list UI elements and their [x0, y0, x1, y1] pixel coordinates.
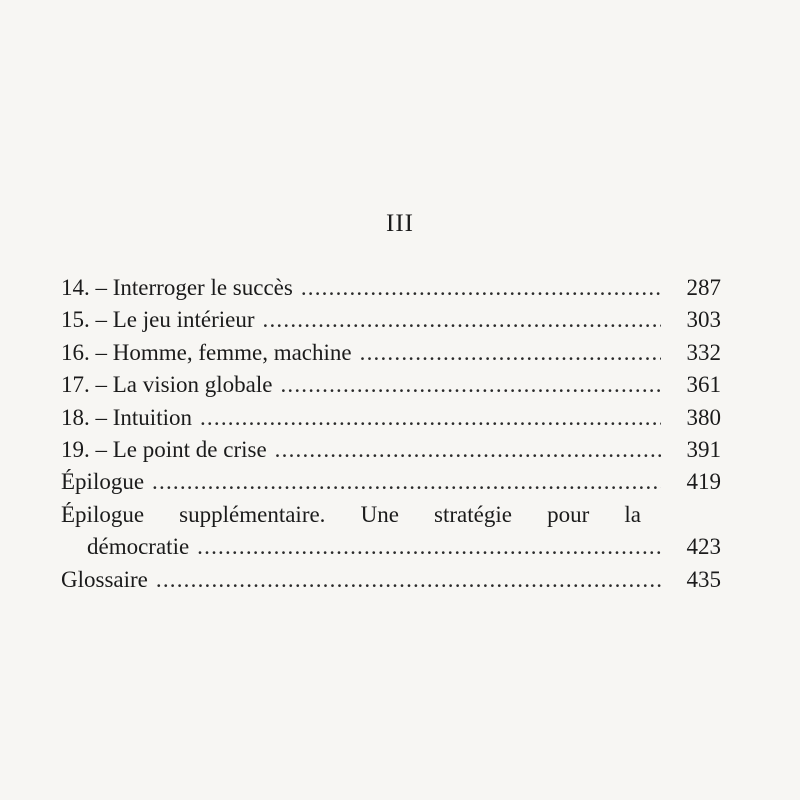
- toc-entry-title: Glossaire: [61, 566, 148, 592]
- toc-entry-page: 419: [686, 469, 721, 495]
- dot-leader: [152, 466, 661, 498]
- toc-entry-title: 15. – Le jeu intérieur: [61, 307, 255, 333]
- toc-entry-page: 380: [686, 404, 721, 430]
- toc-entry: [61, 564, 721, 596]
- toc-entry: [61, 337, 721, 369]
- toc-entry-title: Épilogue: [61, 469, 145, 495]
- toc-entry-title: 17. – La vision globale: [61, 372, 273, 398]
- toc-entry: [61, 466, 721, 498]
- table-of-contents: [61, 272, 721, 596]
- toc-entry: [61, 434, 721, 466]
- toc-entry: [61, 272, 721, 304]
- dot-leader: [275, 434, 661, 466]
- toc-entry: [61, 304, 721, 336]
- toc-entry-page: 287: [686, 275, 721, 300]
- toc-entry-title: 18. – Intuition: [61, 404, 192, 430]
- dot-leader: [200, 402, 661, 434]
- dot-leader: [263, 304, 661, 336]
- toc-entry-page: 435: [686, 566, 721, 592]
- section-heading: III: [386, 210, 414, 237]
- toc-entry: [61, 531, 721, 563]
- dot-leader: [280, 369, 661, 401]
- toc-entry-page: 423: [686, 534, 721, 560]
- toc-entry-line1: Épilogue supplémentaire. Une stratégie pour la: [61, 501, 641, 527]
- toc-entry-page: 391: [686, 436, 721, 462]
- toc-entry: [61, 402, 721, 434]
- toc-entry: [61, 369, 721, 401]
- toc-entry-title: démocratie: [87, 534, 190, 560]
- dot-leader: [156, 564, 661, 596]
- toc-entry-page: 332: [686, 339, 721, 365]
- dot-leader: [197, 531, 661, 563]
- dot-leader: [301, 272, 661, 304]
- toc-entry-title: 16. – Homme, femme, machine: [61, 339, 352, 365]
- toc-entry-page: 361: [686, 372, 721, 398]
- toc-entry-title: 19. – Le point de crise: [61, 436, 267, 462]
- toc-entry-title: 14. – Interroger le succès: [61, 275, 293, 300]
- dot-leader: [360, 337, 661, 369]
- toc-entry-page: 303: [686, 307, 721, 333]
